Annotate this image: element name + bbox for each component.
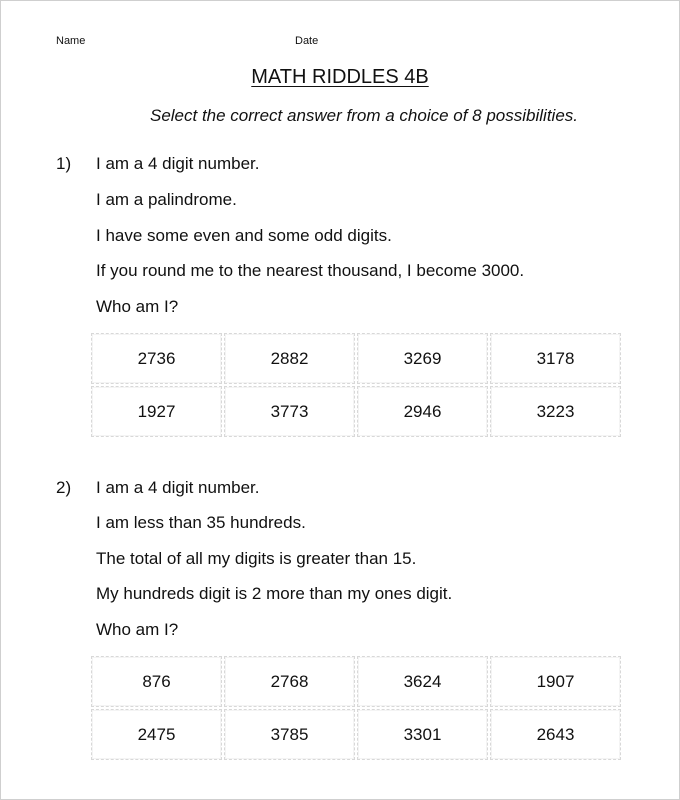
answer-option[interactable]: 2882 xyxy=(224,333,355,384)
question-1-clue: I am a 4 digit number. xyxy=(96,154,260,173)
answer-option[interactable]: 3301 xyxy=(357,709,488,760)
question-1-prompt: Who am I? xyxy=(96,297,179,316)
question-1-number: 1) xyxy=(56,154,72,173)
answer-option[interactable]: 1907 xyxy=(490,656,621,707)
answer-option[interactable]: 2768 xyxy=(224,656,355,707)
question-2-clue: My hundreds digit is 2 more than my ones digit. xyxy=(96,584,453,603)
answer-option[interactable]: 3223 xyxy=(490,386,621,437)
answer-option[interactable]: 3624 xyxy=(357,656,488,707)
answer-option[interactable]: 2475 xyxy=(91,709,222,760)
answer-option[interactable]: 3269 xyxy=(357,333,488,384)
page-title: MATH RIDDLES 4B xyxy=(251,66,429,88)
question-2-answer-grid xyxy=(90,655,622,761)
answer-option[interactable]: 2946 xyxy=(357,386,488,437)
question-2-number: 2) xyxy=(56,478,72,497)
question-1-clue: If you round me to the nearest thousand, I become 3000. xyxy=(96,261,525,280)
name-label: Name xyxy=(56,35,86,47)
answer-option[interactable]: 876 xyxy=(91,656,222,707)
question-2-prompt: Who am I? xyxy=(96,620,179,639)
instructions: Select the correct answer from a choice of 8 possibilities. xyxy=(149,106,579,125)
date-label: Date xyxy=(295,35,319,47)
answer-option[interactable]: 3773 xyxy=(224,386,355,437)
question-2-clue: I am a 4 digit number. xyxy=(96,478,260,497)
question-1-clue: I am a palindrome. xyxy=(96,190,237,209)
answer-option[interactable]: 3178 xyxy=(490,333,621,384)
question-1-answer-grid xyxy=(90,332,622,438)
answer-option[interactable]: 1927 xyxy=(91,386,222,437)
answer-option[interactable]: 3785 xyxy=(224,709,355,760)
question-2-clue: I am less than 35 hundreds. xyxy=(96,513,306,532)
question-2-clue: The total of all my digits is greater than 15. xyxy=(96,549,417,568)
question-1-clue: I have some even and some odd digits. xyxy=(96,226,392,245)
answer-option[interactable]: 2736 xyxy=(91,333,222,384)
answer-option[interactable]: 2643 xyxy=(490,709,621,760)
